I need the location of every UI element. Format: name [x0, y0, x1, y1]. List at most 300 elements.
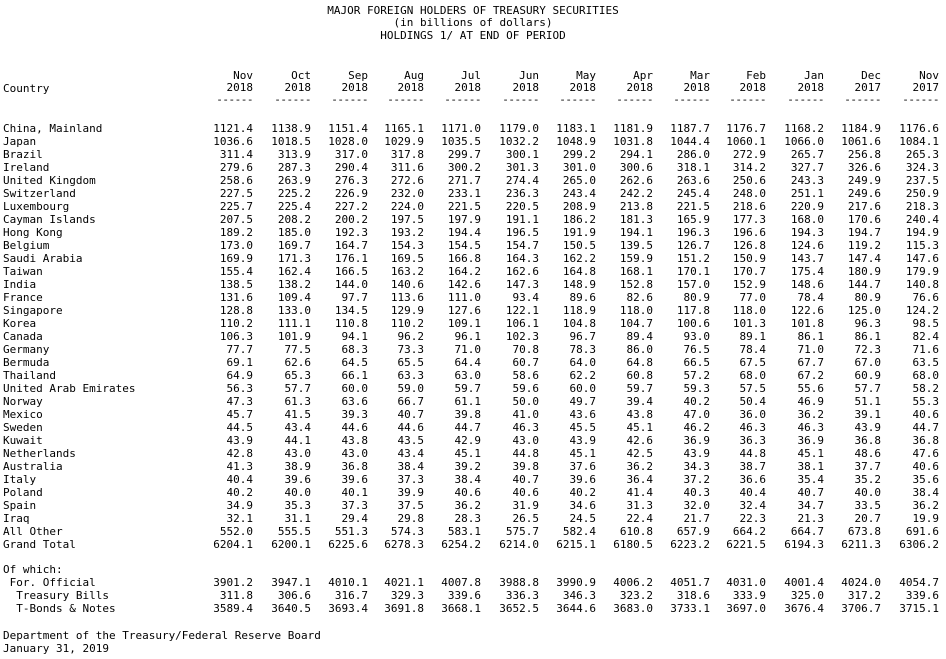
table-cell: 300.6 — [619, 161, 653, 174]
table-cell: 339.6 — [905, 589, 939, 602]
table-cell: 43.0 — [284, 447, 311, 460]
table-row — [0, 343, 946, 356]
table-cell: 164.3 — [505, 252, 539, 265]
table-cell: 346.3 — [562, 589, 596, 602]
table-cell: 101.9 — [277, 330, 311, 343]
table-cell: 71.0 — [797, 343, 824, 356]
table-cell: 86.1 — [797, 330, 824, 343]
table-cell: 194.3 — [790, 226, 824, 239]
table-cell: 40.4 — [226, 473, 253, 486]
column-header-rule: ------ — [729, 93, 766, 106]
column-header-month: Jun — [519, 69, 539, 82]
table-cell: 66.1 — [341, 369, 368, 382]
table-cell: 250.9 — [905, 187, 939, 200]
table-cell: 29.4 — [341, 512, 368, 525]
table-cell: 263.9 — [277, 174, 311, 187]
table-cell: 3589.4 — [213, 602, 253, 615]
row-country-name: Italy — [3, 473, 37, 486]
row-country-name: Luxembourg — [3, 200, 70, 213]
table-cell: 21.3 — [797, 512, 824, 525]
table-cell: 36.8 — [854, 434, 881, 447]
table-cell: 80.9 — [854, 291, 881, 304]
table-cell: 78.4 — [797, 291, 824, 304]
table-cell: 45.1 — [454, 447, 481, 460]
row-country-name: Taiwan — [3, 265, 43, 278]
table-cell: 249.9 — [847, 174, 881, 187]
table-cell: 106.3 — [219, 330, 253, 343]
table-cell: 37.2 — [683, 473, 710, 486]
table-cell: 39.8 — [512, 460, 539, 473]
table-cell: 37.6 — [569, 460, 596, 473]
row-country-name: Cayman Islands — [3, 213, 96, 226]
table-cell: 45.1 — [626, 421, 653, 434]
table-cell: 96.7 — [569, 330, 596, 343]
table-cell: 159.9 — [619, 252, 653, 265]
table-cell: 89.1 — [739, 330, 766, 343]
table-cell: 168.0 — [790, 213, 824, 226]
table-cell: 64.8 — [626, 356, 653, 369]
row-country-name: India — [3, 278, 37, 291]
table-cell: 4007.8 — [441, 576, 481, 589]
table-cell: 36.4 — [626, 473, 653, 486]
table-row — [0, 408, 946, 421]
table-cell: 40.0 — [854, 486, 881, 499]
table-cell: 37.3 — [397, 473, 424, 486]
table-row — [0, 252, 946, 265]
table-cell: 324.3 — [905, 161, 939, 174]
table-cell: 220.9 — [790, 200, 824, 213]
column-header — [766, 70, 824, 106]
table-cell: 265.0 — [562, 174, 596, 187]
table-cell: 39.6 — [341, 473, 368, 486]
table-cell: 20.7 — [854, 512, 881, 525]
table-cell: 59.0 — [397, 382, 424, 395]
table-cell: 118.0 — [732, 304, 766, 317]
table-cell: 77.0 — [739, 291, 766, 304]
table-cell: 339.6 — [447, 589, 481, 602]
table-cell: 42.8 — [226, 447, 253, 460]
table-cell: 38.4 — [397, 460, 424, 473]
table-cell: 333.9 — [732, 589, 766, 602]
table-cell: 36.8 — [341, 460, 368, 473]
table-cell: 73.3 — [397, 343, 424, 356]
table-cell: 33.5 — [854, 499, 881, 512]
table-cell: 4021.1 — [384, 576, 424, 589]
table-cell: 237.5 — [905, 174, 939, 187]
table-row — [0, 589, 946, 602]
table-cell: 48.6 — [854, 447, 881, 460]
table-cell: 147.6 — [905, 252, 939, 265]
table-cell: 170.7 — [732, 265, 766, 278]
table-cell: 22.4 — [626, 512, 653, 525]
row-country-name: For. Official — [3, 576, 96, 589]
table-cell: 118.9 — [562, 304, 596, 317]
column-header-month: Jan — [804, 69, 824, 82]
table-cell: 40.6 — [512, 486, 539, 499]
table-cell: 93.4 — [512, 291, 539, 304]
table-cell: 233.1 — [447, 187, 481, 200]
table-cell: 138.2 — [277, 278, 311, 291]
table-cell: 44.1 — [284, 434, 311, 447]
table-cell: 164.2 — [447, 265, 481, 278]
table-row — [0, 602, 946, 615]
table-cell: 51.1 — [854, 395, 881, 408]
table-cell: 38.7 — [739, 460, 766, 473]
table-cell: 44.6 — [397, 421, 424, 434]
table-cell: 226.9 — [334, 187, 368, 200]
column-header-rule: ------ — [387, 93, 424, 106]
column-header-rule: ------ — [787, 93, 824, 106]
table-cell: 251.1 — [790, 187, 824, 200]
table-cell: 29.8 — [397, 512, 424, 525]
table-cell: 164.7 — [334, 239, 368, 252]
table-cell: 4024.0 — [841, 576, 881, 589]
table-cell: 165.9 — [676, 213, 710, 226]
table-cell: 39.2 — [454, 460, 481, 473]
table-cell: 40.4 — [739, 486, 766, 499]
table-cell: 1165.1 — [384, 122, 424, 135]
table-cell: 147.4 — [847, 252, 881, 265]
row-country-name: United Arab Emirates — [3, 382, 136, 395]
table-cell: 38.4 — [912, 486, 939, 499]
table-cell: 38.1 — [797, 460, 824, 473]
table-cell: 301.0 — [562, 161, 596, 174]
table-cell: 58.6 — [512, 369, 539, 382]
table-cell: 35.6 — [912, 473, 939, 486]
table-cell: 150.5 — [562, 239, 596, 252]
report-title: MAJOR FOREIGN HOLDERS OF TREASURY SECURITIES — [327, 4, 619, 17]
table-cell: 134.5 — [334, 304, 368, 317]
table-cell: 325.0 — [790, 589, 824, 602]
column-header-rule: ------ — [902, 93, 939, 106]
table-cell: 197.5 — [390, 213, 424, 226]
table-cell: 207.5 — [219, 213, 253, 226]
table-cell: 41.0 — [512, 408, 539, 421]
table-row — [0, 421, 946, 434]
table-cell: 299.7 — [447, 148, 481, 161]
table-cell: 78.3 — [569, 343, 596, 356]
report-subtitle-units: (in billions of dollars) — [393, 16, 553, 29]
column-header-month: Jul — [461, 69, 481, 82]
table-cell: 169.7 — [277, 239, 311, 252]
column-header-month: May — [576, 69, 596, 82]
table-cell: 3901.2 — [213, 576, 253, 589]
table-cell: 4051.7 — [670, 576, 710, 589]
table-cell: 225.2 — [277, 187, 311, 200]
table-row — [0, 395, 946, 408]
table-cell: 62.2 — [569, 369, 596, 382]
column-header — [708, 70, 766, 106]
column-header-rule: ------ — [331, 93, 368, 106]
table-cell: 34.9 — [226, 499, 253, 512]
table-cell: 173.0 — [219, 239, 253, 252]
table-cell: 65.5 — [397, 356, 424, 369]
table-cell: 6225.6 — [328, 538, 368, 551]
table-cell: 110.2 — [219, 317, 253, 330]
table-cell: 1151.4 — [328, 122, 368, 135]
table-cell: 76.6 — [912, 291, 939, 304]
table-cell: 43.5 — [397, 434, 424, 447]
column-header-rule: ------ — [844, 93, 881, 106]
table-cell: 311.4 — [219, 148, 253, 161]
table-cell: 41.4 — [626, 486, 653, 499]
table-cell: 117.8 — [676, 304, 710, 317]
table-cell: 41.5 — [284, 408, 311, 421]
table-cell: 4006.2 — [613, 576, 653, 589]
row-country-name: Mexico — [3, 408, 43, 421]
table-row — [0, 265, 946, 278]
column-header-rule: ------ — [559, 93, 596, 106]
table-row — [0, 161, 946, 174]
table-row — [0, 304, 946, 317]
table-cell: 225.4 — [277, 200, 311, 213]
table-cell: 40.0 — [284, 486, 311, 499]
table-cell: 40.7 — [797, 486, 824, 499]
column-header-year: 2018 — [512, 81, 539, 94]
table-row — [0, 226, 946, 239]
table-cell: 64.4 — [454, 356, 481, 369]
table-cell: 3644.6 — [556, 602, 596, 615]
table-cell: 1138.9 — [271, 122, 311, 135]
table-cell: 196.5 — [505, 226, 539, 239]
table-cell: 82.6 — [626, 291, 653, 304]
table-cell: 43.0 — [512, 434, 539, 447]
table-cell: 46.3 — [797, 421, 824, 434]
table-cell: 77.5 — [284, 343, 311, 356]
table-cell: 109.1 — [447, 317, 481, 330]
table-cell: 306.6 — [277, 589, 311, 602]
column-header-rule: ------ — [444, 93, 481, 106]
column-header-month: Nov — [919, 69, 939, 82]
column-header-year: 2017 — [912, 81, 939, 94]
table-cell: 21.7 — [683, 512, 710, 525]
table-row — [0, 538, 946, 551]
table-cell: 287.3 — [277, 161, 311, 174]
table-row — [0, 473, 946, 486]
table-cell: 3697.0 — [726, 602, 766, 615]
table-cell: 1184.9 — [841, 122, 881, 135]
table-cell: 6221.5 — [726, 538, 766, 551]
table-cell: 3652.5 — [499, 602, 539, 615]
table-cell: 104.7 — [619, 317, 653, 330]
table-cell: 34.6 — [569, 499, 596, 512]
table-cell: 32.0 — [683, 499, 710, 512]
table-cell: 138.5 — [219, 278, 253, 291]
table-cell: 575.7 — [505, 525, 539, 538]
table-cell: 318.6 — [676, 589, 710, 602]
table-cell: 64.5 — [341, 356, 368, 369]
table-cell: 276.3 — [334, 174, 368, 187]
table-cell: 94.1 — [341, 330, 368, 343]
table-cell: 162.2 — [562, 252, 596, 265]
table-cell: 1176.6 — [899, 122, 939, 135]
table-cell: 40.2 — [569, 486, 596, 499]
table-row — [0, 187, 946, 200]
table-cell: 6278.3 — [384, 538, 424, 551]
table-cell: 551.3 — [334, 525, 368, 538]
row-country-name: Treasury Bills — [3, 589, 109, 602]
table-row — [0, 135, 946, 148]
column-header-month: Nov — [233, 69, 253, 82]
row-country-name: Japan — [3, 135, 37, 148]
table-cell: 44.7 — [912, 421, 939, 434]
table-cell: 43.6 — [569, 408, 596, 421]
table-cell: 45.5 — [569, 421, 596, 434]
table-cell: 194.9 — [905, 226, 939, 239]
table-cell: 3990.9 — [556, 576, 596, 589]
table-cell: 96.1 — [454, 330, 481, 343]
table-cell: 193.2 — [390, 226, 424, 239]
table-cell: 1061.6 — [841, 135, 881, 148]
row-country-name: Netherlands — [3, 447, 76, 460]
table-cell: 1036.6 — [213, 135, 253, 148]
column-header-year: 2018 — [683, 81, 710, 94]
table-cell: 76.5 — [683, 343, 710, 356]
row-country-name: Singapore — [3, 304, 63, 317]
table-cell: 148.9 — [562, 278, 596, 291]
table-cell: 44.8 — [739, 447, 766, 460]
table-cell: 72.3 — [854, 343, 881, 356]
row-country-name: Korea — [3, 317, 37, 330]
table-cell: 171.3 — [277, 252, 311, 265]
table-cell: 326.6 — [847, 161, 881, 174]
table-cell: 40.6 — [912, 408, 939, 421]
table-cell: 49.7 — [569, 395, 596, 408]
table-cell: 1029.9 — [384, 135, 424, 148]
table-cell: 327.7 — [790, 161, 824, 174]
table-cell: 63.6 — [341, 395, 368, 408]
table-cell: 336.3 — [505, 589, 539, 602]
table-cell: 97.7 — [341, 291, 368, 304]
table-cell: 43.9 — [683, 447, 710, 460]
table-cell: 36.6 — [739, 473, 766, 486]
table-cell: 40.2 — [226, 486, 253, 499]
table-cell: 227.5 — [219, 187, 253, 200]
table-cell: 221.5 — [447, 200, 481, 213]
table-cell: 24.5 — [569, 512, 596, 525]
table-cell: 1121.4 — [213, 122, 253, 135]
table-cell: 196.6 — [732, 226, 766, 239]
table-cell: 38.9 — [284, 460, 311, 473]
table-cell: 55.3 — [912, 395, 939, 408]
table-cell: 45.1 — [797, 447, 824, 460]
table-cell: 67.5 — [739, 356, 766, 369]
column-header-year: 2018 — [797, 81, 824, 94]
table-cell: 69.1 — [226, 356, 253, 369]
column-header-year: 2018 — [284, 81, 311, 94]
table-cell: 40.7 — [512, 473, 539, 486]
source-note: Department of the Treasury/Federal Reserve Board — [3, 629, 321, 642]
table-cell: 64.9 — [226, 369, 253, 382]
table-cell: 67.7 — [797, 356, 824, 369]
table-cell: 36.3 — [739, 434, 766, 447]
table-cell: 34.3 — [683, 460, 710, 473]
table-row — [0, 447, 946, 460]
table-cell: 22.3 — [739, 512, 766, 525]
table-cell: 122.1 — [505, 304, 539, 317]
table-cell: 126.8 — [732, 239, 766, 252]
table-cell: 317.8 — [390, 148, 424, 161]
table-cell: 221.5 — [676, 200, 710, 213]
table-cell: 208.2 — [277, 213, 311, 226]
table-cell: 31.9 — [512, 499, 539, 512]
table-cell: 101.3 — [732, 317, 766, 330]
table-cell: 133.0 — [277, 304, 311, 317]
table-row — [0, 278, 946, 291]
table-cell: 60.9 — [854, 369, 881, 382]
table-cell: 60.8 — [626, 369, 653, 382]
table-cell: 58.2 — [912, 382, 939, 395]
table-cell: 164.8 — [562, 265, 596, 278]
table-cell: 272.6 — [390, 174, 424, 187]
table-cell: 36.2 — [626, 460, 653, 473]
table-cell: 1168.2 — [784, 122, 824, 135]
table-cell: 38.4 — [454, 473, 481, 486]
table-cell: 78.4 — [739, 343, 766, 356]
table-cell: 43.9 — [569, 434, 596, 447]
row-country-name: All Other — [3, 525, 63, 538]
table-cell: 245.4 — [676, 187, 710, 200]
table-cell: 329.3 — [390, 589, 424, 602]
column-header-rule: ------ — [274, 93, 311, 106]
table-cell: 36.2 — [454, 499, 481, 512]
column-header-month: Aug — [404, 69, 424, 82]
row-country-name: Brazil — [3, 148, 43, 161]
table-cell: 274.4 — [505, 174, 539, 187]
table-cell: 197.9 — [447, 213, 481, 226]
table-cell: 57.5 — [739, 382, 766, 395]
table-cell: 4001.4 — [784, 576, 824, 589]
table-cell: 109.4 — [277, 291, 311, 304]
table-cell: 124.2 — [905, 304, 939, 317]
table-cell: 39.1 — [854, 408, 881, 421]
table-cell: 152.8 — [619, 278, 653, 291]
table-cell: 19.9 — [912, 512, 939, 525]
table-cell: 142.6 — [447, 278, 481, 291]
table-cell: 555.5 — [277, 525, 311, 538]
table-cell: 1018.5 — [271, 135, 311, 148]
table-cell: 40.2 — [683, 395, 710, 408]
table-cell: 63.0 — [454, 369, 481, 382]
column-header — [823, 70, 881, 106]
column-header — [881, 70, 939, 106]
column-header — [538, 70, 596, 106]
table-cell: 124.6 — [790, 239, 824, 252]
row-country-name: Germany — [3, 343, 50, 356]
table-row — [0, 369, 946, 382]
table-cell: 316.7 — [334, 589, 368, 602]
table-cell: 3668.1 — [441, 602, 481, 615]
row-country-name: France — [3, 291, 43, 304]
column-header-year: 2018 — [626, 81, 653, 94]
table-cell: 227.2 — [334, 200, 368, 213]
table-cell: 113.6 — [390, 291, 424, 304]
table-cell: 1032.2 — [499, 135, 539, 148]
table-cell: 154.5 — [447, 239, 481, 252]
column-header-year: 2018 — [739, 81, 766, 94]
table-cell: 1035.5 — [441, 135, 481, 148]
table-cell: 6211.3 — [841, 538, 881, 551]
table-cell: 294.1 — [619, 148, 653, 161]
column-header-rule: ------ — [216, 93, 253, 106]
table-cell: 122.6 — [790, 304, 824, 317]
column-header — [423, 70, 481, 106]
table-cell: 45.7 — [226, 408, 253, 421]
table-cell: 61.3 — [284, 395, 311, 408]
table-cell: 176.1 — [334, 252, 368, 265]
table-cell: 250.6 — [732, 174, 766, 187]
table-cell: 6306.2 — [899, 538, 939, 551]
